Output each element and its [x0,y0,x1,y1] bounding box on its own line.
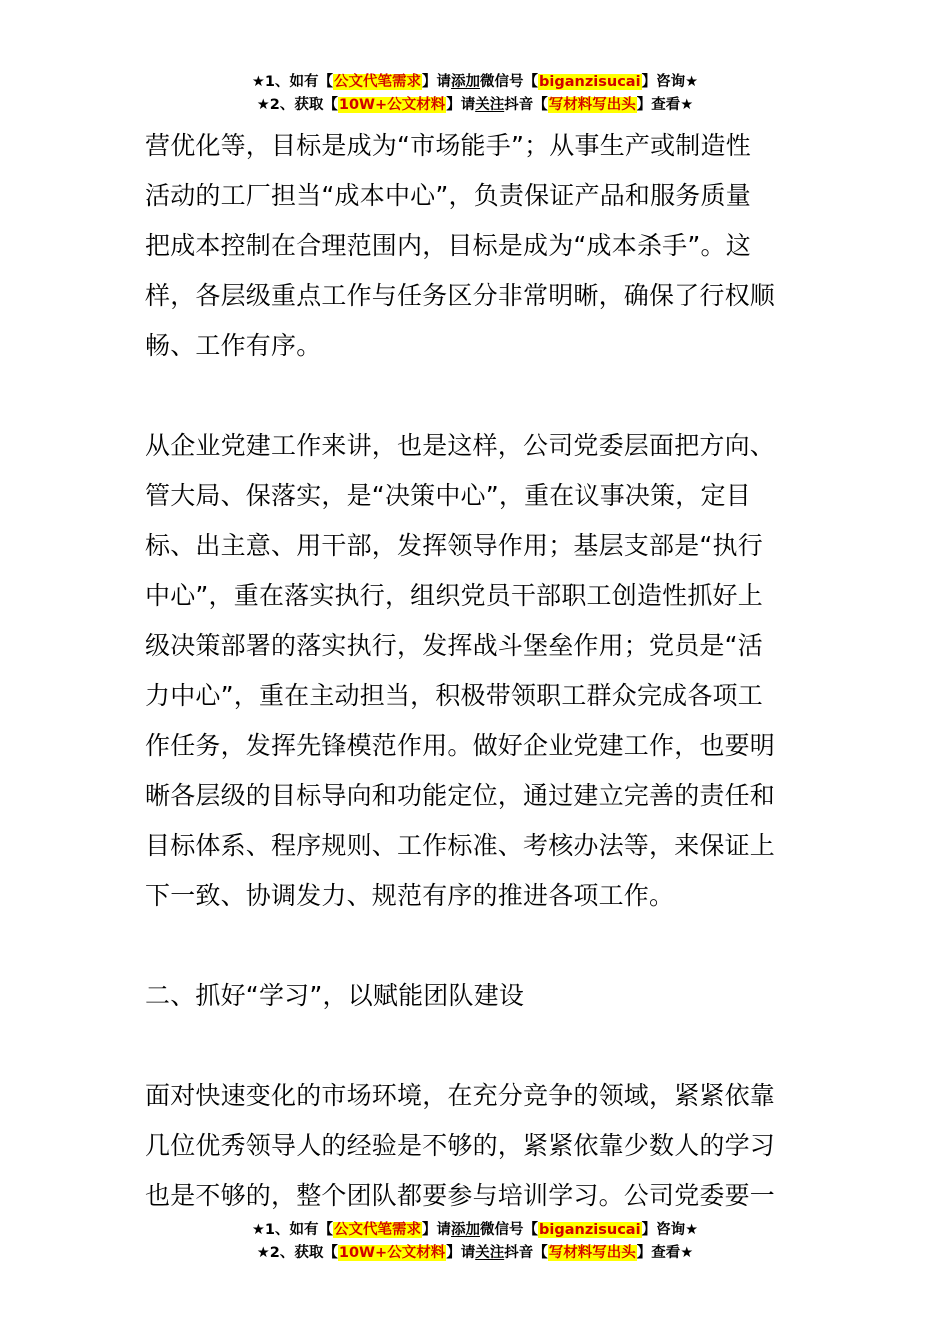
banner-line-2 [0,1242,950,1265]
text-line: 活动的工厂担当“成本中心”，负责保证产品和服务质量 [145,181,751,210]
footer-banner [0,1219,950,1265]
text-line: 作任务，发挥先锋模范作用。做好企业党建工作，也要明 [145,731,776,760]
highlight-douyin: 写材料写出头 [548,97,636,113]
banner-line-2 [0,94,950,117]
text-line: 标、出主意、用干部，发挥领导作用；基层支部是“执行 [145,531,763,560]
paragraph-2 [145,421,810,921]
text-line: 畅、工作有序。 [145,331,322,360]
banner-line-1 [0,71,950,94]
text-line: 几位优秀领导人的经验是不够的，紧紧依靠少数人的学习 [145,1131,776,1160]
banner-text: ★2、获取【 [256,97,338,113]
highlight-douyin: 写材料写出头 [548,1245,636,1261]
banner-text: 】查看★ [636,97,694,113]
emphasis-add: 添加 [451,1222,481,1238]
text-line: 管大局、保落实，是“决策中心”，重在议事决策，定目 [145,481,751,510]
text-line: 面对快速变化的市场环境，在充分竞争的领域，紧紧依靠 [145,1081,776,1110]
banner-text: 微信号【 [480,1222,539,1238]
banner-text: ★2、获取【 [256,1245,338,1261]
highlight-wechat-id: biganzisucai [539,1222,641,1238]
text-line: 级决策部署的落实执行，发挥战斗堡垒作用；党员是“活 [145,631,763,660]
highlight-service: 公文代笔需求 [334,1222,422,1238]
document-body [145,121,810,1221]
text-line: 力中心”，重在主动担当，积极带领职工群众完成各项工 [145,681,763,710]
text-line: 晰各层级的目标导向和功能定位，通过建立完善的责任和 [145,781,776,810]
banner-text: 微信号【 [480,74,539,90]
banner-text: 抖音【 [504,97,548,113]
text-line: 把成本控制在合理范围内，目标是成为“成本杀手”。这 [145,231,751,260]
text-line: 下一致、协调发力、规范有序的推进各项工作。 [145,881,675,910]
section-heading: 二、抓好“学习”，以赋能团队建设 [145,981,525,1010]
highlight-wechat-id: biganzisucai [539,74,641,90]
banner-text: 抖音【 [504,1245,548,1261]
highlight-service: 公文代笔需求 [334,74,422,90]
text-line: 也是不够的，整个团队都要参与培训学习。公司党委要一 [145,1181,776,1210]
text-line: 从企业党建工作来讲，也是这样，公司党委层面把方向、 [145,431,776,460]
highlight-materials: 10W+公文材料 [338,97,446,113]
emphasis-follow: 关注 [475,1245,505,1261]
banner-line-1 [0,1219,950,1242]
banner-text: 】请 [446,97,476,113]
banner-text: 】咨询★ [641,74,699,90]
text-line: 营优化等，目标是成为“市场能手”；从事生产或制造性 [145,131,751,160]
emphasis-add: 添加 [451,74,481,90]
paragraph-gap [145,1021,810,1071]
text-line: 中心”，重在落实执行，组织党员干部职工创造性抓好上 [145,581,763,610]
banner-text: 】请 [422,1222,452,1238]
paragraph-gap [145,371,810,421]
paragraph-3 [145,1071,810,1221]
highlight-materials: 10W+公文材料 [338,1245,446,1261]
banner-text: 】请 [422,74,452,90]
banner-text: 】查看★ [636,1245,694,1261]
text-line: 样，各层级重点工作与任务区分非常明晰，确保了行权顺 [145,281,776,310]
banner-text: ★1、如有【 [251,74,334,90]
paragraph-1 [145,121,810,371]
emphasis-follow: 关注 [475,97,505,113]
banner-text: 】请 [446,1245,476,1261]
banner-text: 】咨询★ [641,1222,699,1238]
banner-text: ★1、如有【 [251,1222,334,1238]
header-banner [0,71,950,117]
text-line: 目标体系、程序规则、工作标准、考核办法等，来保证上 [145,831,776,860]
paragraph-gap [145,921,810,971]
